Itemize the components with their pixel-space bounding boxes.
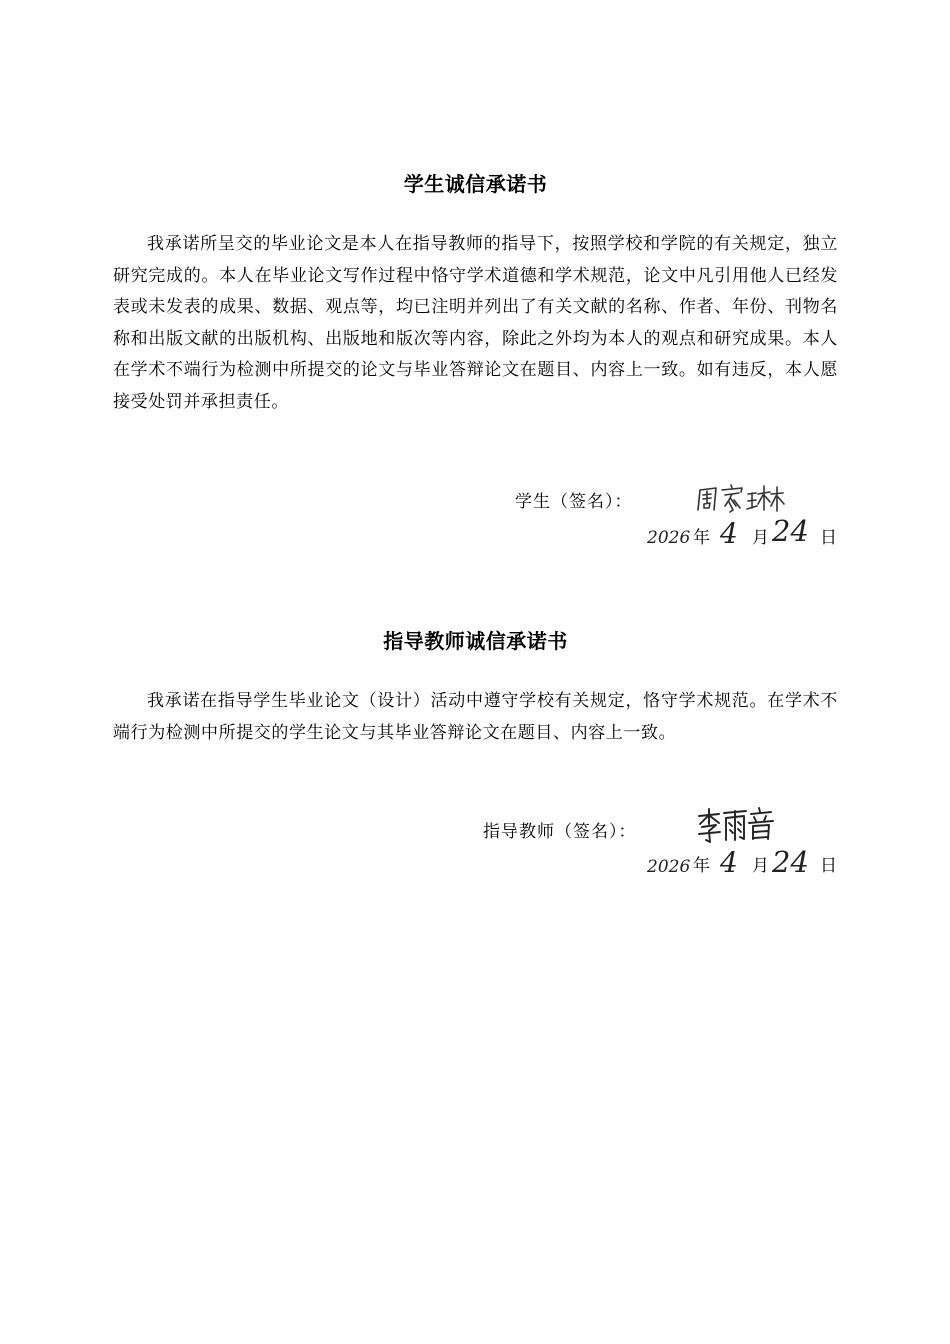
advisor-date-day-unit: 日 xyxy=(820,856,837,876)
student-date-month-unit: 月 xyxy=(752,528,769,548)
advisor-date-month-unit: 月 xyxy=(752,856,769,876)
advisor-pledge-body xyxy=(113,686,838,749)
student-handwritten-signature xyxy=(694,482,786,516)
student-date-month: 4 xyxy=(720,517,738,550)
student-date-year: 2026 xyxy=(647,528,691,548)
student-date-day-unit: 日 xyxy=(820,528,837,548)
student-pledge-paragraph: 我承诺所呈交的毕业论文是本人在指导教师的指导下，按照学校和学院的有关规定，独立研究完成的。本人在毕业论文写作过程中恪守学术道德和学术规范，论文中凡引用他人已经发表或未发表的成果、数据、观点等，均已注明并列出了有关文献的名称、作者、年份、刊物名称和出版文献的出版机构、出版地和版次等内容，除此之外均为本人的观点和研究成果。本人在学术不端行为检测中所提交的论文与毕业答辩论文在题目、内容上一致。如有违反，本人愿接受处罚并承担责任。 xyxy=(113,234,838,412)
advisor-date-day: 24 xyxy=(772,845,809,879)
student-pledge-section xyxy=(113,168,838,197)
student-pledge-body xyxy=(113,229,838,418)
advisor-handwritten-signature xyxy=(694,806,778,846)
advisor-date-year: 2026 xyxy=(647,857,691,877)
advisor-date-year-unit: 年 xyxy=(693,856,710,876)
advisor-pledge-section xyxy=(113,625,838,654)
advisor-date-month: 4 xyxy=(720,846,738,879)
student-date-year-unit: 年 xyxy=(693,528,710,548)
student-date-day: 24 xyxy=(772,514,809,548)
advisor-pledge-title: 指导教师诚信承诺书 xyxy=(383,629,568,653)
advisor-pledge-paragraph: 我承诺在指导学生毕业论文（设计）活动中遵守学校有关规定，恪守学术规范。在学术不端行为检测中所提交的学生论文与其毕业答辩论文在题目、内容上一致。 xyxy=(113,691,838,743)
student-pledge-title: 学生诚信承诺书 xyxy=(403,172,548,196)
advisor-signature-label: 指导教师（签名）： xyxy=(483,822,637,842)
student-signature-label: 学生（签名）： xyxy=(515,492,633,512)
